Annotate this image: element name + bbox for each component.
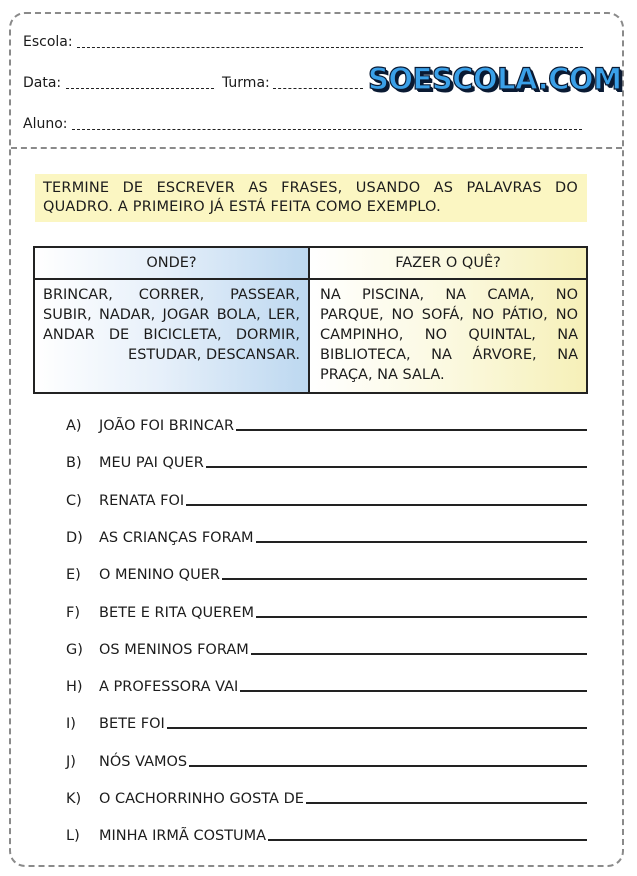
item-letter: H) xyxy=(66,679,83,696)
item-letter: J) xyxy=(66,753,76,770)
school-label: Escola: xyxy=(23,34,73,50)
item-letter: K) xyxy=(66,791,82,807)
answer-line[interactable] xyxy=(206,466,587,468)
item-text: MINHA IRMÃ COSTUMA xyxy=(99,828,267,845)
item-text: O MENINO QUER xyxy=(99,567,220,584)
answer-line[interactable] xyxy=(268,839,587,841)
answer-line[interactable] xyxy=(240,690,587,692)
item-text: O CACHORRINHO GOSTA DE xyxy=(99,791,304,807)
student-field[interactable] xyxy=(72,129,582,130)
column-fazer xyxy=(310,248,586,392)
column-onde xyxy=(35,248,310,392)
item-letter: A) xyxy=(66,418,82,434)
item-text: AS CRIANÇAS FORAM xyxy=(99,529,254,546)
instruction-text: TERMINE DE ESCREVER AS FRASES, USANDO AS PALAVRAS DO QUADRO. A PRIMEIRO JÁ ESTÁ FEITA COMO EXEMPLO. xyxy=(43,180,578,215)
item-text: MEU PAI QUER xyxy=(99,455,204,472)
item-letter: G) xyxy=(66,641,83,658)
column-onde-words: BRINCAR, CORRER, PASSEAR, SUBIR, NADAR, JOGAR BOLA, LER, ANDAR DE BICICLETA, DORMIR, ESTUDAR, DESCANSAR. xyxy=(43,287,300,363)
answer-line[interactable] xyxy=(256,616,587,618)
class-field[interactable] xyxy=(273,88,363,89)
item-letter: L) xyxy=(66,828,80,845)
answer-line[interactable] xyxy=(251,653,587,655)
item-text: A PROFESSORA VAI xyxy=(99,679,239,696)
sentence-item xyxy=(66,601,587,621)
site-logo: SOESCOLA.COM xyxy=(368,62,622,96)
item-letter: I) xyxy=(66,716,76,733)
answer-line[interactable] xyxy=(306,802,587,804)
sentence-item xyxy=(66,675,587,695)
item-text: BETE E RITA QUEREM xyxy=(99,604,255,621)
sentence-item xyxy=(66,451,587,471)
sentence-item xyxy=(66,787,587,807)
school-field[interactable] xyxy=(77,47,583,48)
sentence-item xyxy=(66,414,587,434)
column-fazer-words: NA PISCINA, NA CAMA, NO PARQUE, NO SOFÁ, NO PÁTIO, NO CAMPINHO, NO QUINTAL, NA BIBLIOTECA, NA ÁRVORE, NA PRAÇA, NA SALA. xyxy=(320,287,578,383)
item-text: BETE FOI xyxy=(99,716,165,733)
answer-line[interactable] xyxy=(186,504,587,506)
item-text: RENATA FOI xyxy=(99,492,185,509)
word-table xyxy=(33,246,588,394)
sentence-item xyxy=(66,638,587,658)
column-fazer-header: FAZER O QUÊ? xyxy=(310,248,586,280)
instruction-box xyxy=(35,174,587,222)
sentence-item xyxy=(66,824,587,844)
item-letter: E) xyxy=(66,567,81,584)
item-text: JOÃO FOI BRINCAR xyxy=(99,418,235,434)
student-label: Aluno: xyxy=(23,116,68,132)
item-letter: D) xyxy=(66,529,83,546)
sentence-item xyxy=(66,526,587,546)
date-field[interactable] xyxy=(66,88,214,89)
sentence-item xyxy=(66,489,587,509)
date-label: Data: xyxy=(23,75,62,91)
answer-line[interactable] xyxy=(167,727,587,729)
item-text: OS MENINOS FORAM xyxy=(99,641,249,658)
answer-line[interactable] xyxy=(236,429,587,431)
column-onde-header: ONDE? xyxy=(35,248,308,280)
class-label: Turma: xyxy=(222,75,270,91)
sentence-item xyxy=(66,563,587,583)
item-letter: B) xyxy=(66,455,82,472)
item-text: NÓS VAMOS xyxy=(99,753,188,770)
sentence-item xyxy=(66,750,587,770)
item-letter: F) xyxy=(66,604,80,621)
answer-line[interactable] xyxy=(256,541,587,543)
worksheet-frame xyxy=(9,12,624,867)
item-letter: C) xyxy=(66,492,82,509)
answer-line[interactable] xyxy=(222,578,587,580)
header-divider xyxy=(11,147,622,149)
sentence-item xyxy=(66,712,587,732)
answer-line[interactable] xyxy=(189,765,587,767)
